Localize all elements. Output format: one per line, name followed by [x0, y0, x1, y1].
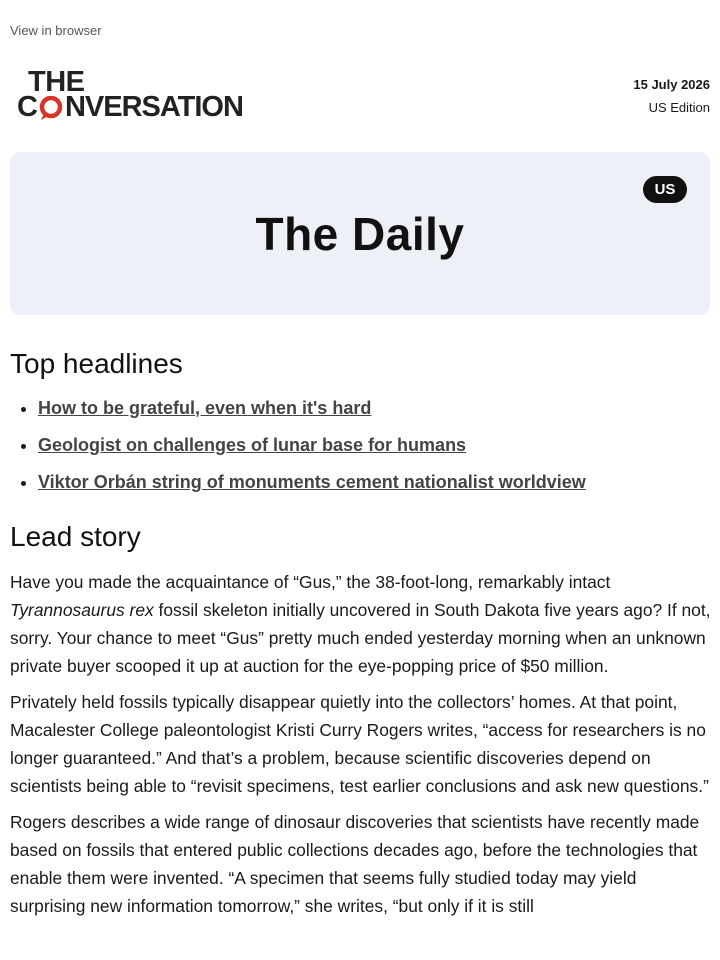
logo-line-1: THE: [28, 66, 85, 98]
issue-date: 15 July 2026: [633, 77, 710, 92]
headline-link[interactable]: How to be grateful, even when it's hard: [38, 398, 372, 418]
lead-story-heading: Lead story: [10, 521, 141, 552]
top-headlines-list: [10, 396, 708, 507]
top-headlines-heading: Top headlines: [10, 348, 183, 379]
newsletter-title: The Daily: [255, 208, 465, 260]
edition-label: US Edition: [648, 100, 710, 115]
edition-badge: US: [643, 176, 687, 203]
story-paragraph: Privately held fossils typically disappear quietly into the collectors’ homes. At that point, Macalester College paleontologist Kristi Curry Rogers writes, “access for researchers is no longer guaranteed.” And that’s a problem, because scientific discoveries depend on scientists being able to “revisit specimens, test earlier conclusions and ask new questions.”: [10, 692, 709, 796]
story-paragraph: Rogers describes a wide range of dinosaur discoveries that scientists have recently made based on fossils that entered public collections decades ago, before the technologies that enable them were invented. “A specimen that seems fully studied today may yield surprising new information tomorrow,” she writes, “but only if it is still: [10, 812, 700, 916]
view-in-browser-link[interactable]: View in browser: [10, 23, 102, 38]
lead-story-body: [10, 568, 715, 928]
headline-link[interactable]: Geologist on challenges of lunar base for humans: [38, 435, 467, 455]
story-paragraph: Have you made the acquaintance of “Gus,” the 38-foot-long, remarkably intact Tyrannosaurus rex fossil skeleton initially uncovered in South Dakota five years ago? If not, sorry. Your chance to meet “Gus” pretty much ended yesterday morning when an unknown private buyer scooped it up at auction for the eye-popping price of $50 million.: [10, 572, 711, 676]
logo-line-2: C NVERSATION: [17, 91, 243, 123]
list-item: [38, 470, 708, 495]
the-conversation-logo[interactable]: [17, 66, 267, 126]
newsletter-banner: [10, 152, 710, 315]
list-item: [38, 396, 708, 421]
headline-link[interactable]: Viktor Orbán string of monuments cement nationalist worldview: [38, 472, 586, 492]
speech-bubble-icon: [38, 96, 64, 118]
list-item: [38, 433, 708, 458]
dateline: [633, 73, 710, 119]
species-name: Tyrannosaurus rex: [10, 600, 154, 620]
